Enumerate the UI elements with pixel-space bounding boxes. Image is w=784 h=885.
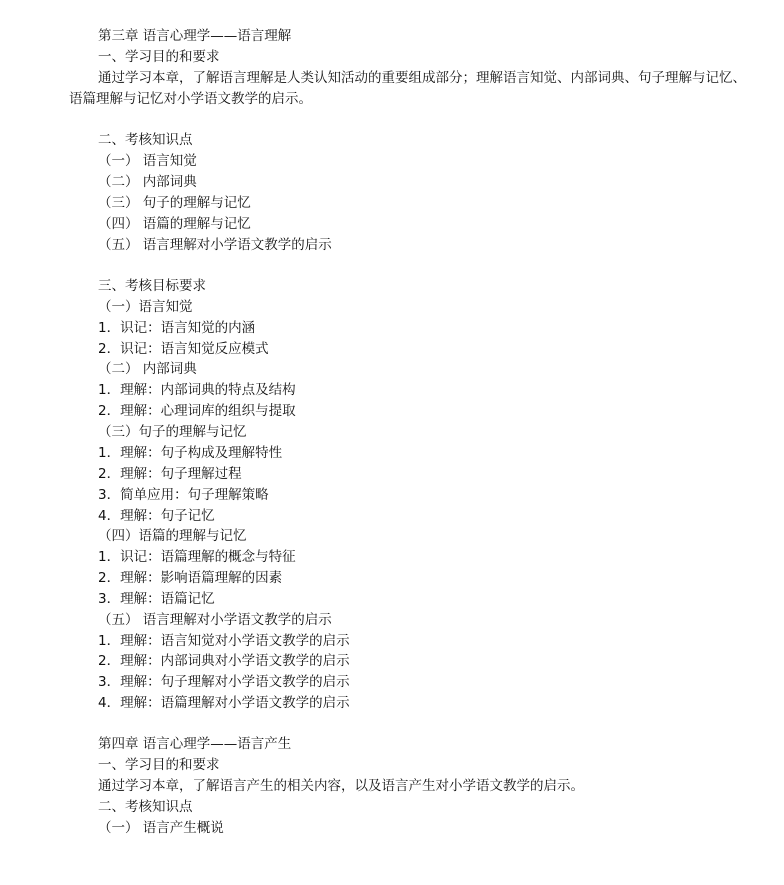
list-item: 3．理解：语篇记忆 bbox=[98, 591, 215, 607]
section-heading: 三、考核目标要求 bbox=[98, 278, 206, 294]
section-heading: 二、考核知识点 bbox=[98, 132, 193, 148]
list-item: 1．识记：语言知觉的内涵 bbox=[98, 320, 256, 336]
list-item: 1．理解：内部词典的特点及结构 bbox=[98, 382, 296, 398]
section-heading: 一、学习目的和要求 bbox=[98, 49, 220, 65]
chapter-title: 第四章 语言心理学——语言产生 bbox=[98, 736, 292, 752]
list-item: 2．识记：语言知觉反应模式 bbox=[98, 341, 269, 357]
list-item: 4．理解：句子记忆 bbox=[98, 508, 215, 524]
list-item: 4．理解：语篇理解对小学语文教学的启示 bbox=[98, 695, 350, 711]
knowledge-point: （二） 内部词典 bbox=[98, 174, 197, 190]
list-item: 2．理解：内部词典对小学语文教学的启示 bbox=[98, 653, 350, 669]
group-heading: （二） 内部词典 bbox=[98, 361, 197, 377]
list-item: 3．简单应用：句子理解策略 bbox=[98, 487, 269, 503]
list-item: 1．理解：句子构成及理解特性 bbox=[98, 445, 283, 461]
knowledge-point: （五） 语言理解对小学语文教学的启示 bbox=[98, 237, 332, 253]
list-item: 3．理解：句子理解对小学语文教学的启示 bbox=[98, 674, 350, 690]
chapter-title: 第三章 语言心理学——语言理解 bbox=[98, 28, 292, 44]
knowledge-point: （三） 句子的理解与记忆 bbox=[98, 195, 251, 211]
group-heading: （四）语篇的理解与记忆 bbox=[98, 528, 247, 544]
paragraph-line: 语篇理解与记忆对小学语文教学的启示。 bbox=[69, 91, 312, 107]
paragraph-line: 通过学习本章，了解语言产生的相关内容，以及语言产生对小学语文教学的启示。 bbox=[98, 778, 584, 794]
list-item: 1．理解：语言知觉对小学语文教学的启示 bbox=[98, 633, 350, 649]
section-heading: 二、考核知识点 bbox=[98, 799, 193, 815]
list-item: 2．理解：影响语篇理解的因素 bbox=[98, 570, 283, 586]
list-item: 1．识记：语篇理解的概念与特征 bbox=[98, 549, 296, 565]
group-heading: （一）语言知觉 bbox=[98, 299, 193, 315]
list-item: 2．理解：句子理解过程 bbox=[98, 466, 242, 482]
group-heading: （五） 语言理解对小学语文教学的启示 bbox=[98, 612, 332, 628]
knowledge-point: （一） 语言知觉 bbox=[98, 153, 197, 169]
group-heading: （三）句子的理解与记忆 bbox=[98, 424, 247, 440]
knowledge-point: （一） 语言产生概说 bbox=[98, 820, 224, 836]
section-heading: 一、学习目的和要求 bbox=[98, 757, 220, 773]
list-item: 2．理解：心理词库的组织与提取 bbox=[98, 403, 296, 419]
knowledge-point: （四） 语篇的理解与记忆 bbox=[98, 216, 251, 232]
paragraph-line: 通过学习本章，了解语言理解是人类认知活动的重要组成部分；理解语言知觉、内部词典、句子理解与记忆、 bbox=[98, 70, 746, 86]
